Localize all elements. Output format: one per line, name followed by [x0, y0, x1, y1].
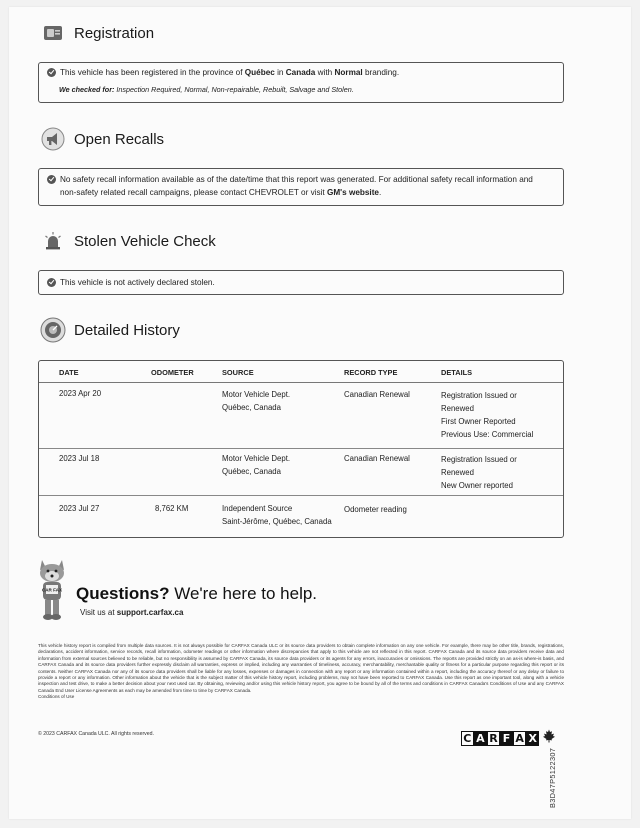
- gm-website-link[interactable]: GM's website: [326, 188, 379, 197]
- column-header-record-type: RECORD TYPE: [344, 368, 398, 377]
- row-odometer: 8,762 KM: [155, 504, 189, 513]
- history-table: [38, 360, 564, 538]
- recalls-header: [40, 126, 164, 152]
- history-table-header: [39, 361, 563, 383]
- support-visit-line: Visit us at support.carfax.ca: [80, 608, 184, 617]
- history-header: [40, 317, 180, 343]
- row-date: 2023 Jul 27: [59, 504, 100, 513]
- recalls-title: Open Recalls: [74, 130, 165, 148]
- registration-box: [38, 62, 564, 103]
- support-link[interactable]: support.carfax.ca: [116, 608, 184, 617]
- report-serial-number: B3D47P5122307: [548, 747, 557, 808]
- disclaimer-text: This vehicle history report is compiled from multiple data sources. It is not always possible for CARFAX Canada ULC or its source data providers to obtain complete information on any one vehicle. For example, there may be other title, brands, registrations, declarations, accident information, service records, recall information, odometer readings or other information where discrepancies that apply to this vehicle are not reflected in this report. CARFAX Canada and its source data providers receive data and information from external sources believed to be reliable, but no responsibility is assumed by CARFAX Canada, its source data providers or its agents for any errors, inaccuracies or omissions. The reports are provided strictly on an as-is where-is basis, and CARFAX Canada and its source data providers further expressly disclaim all warranties, express or implied, including any warranties of timeliness, accuracy, merchantability, merchantable quality or fitness for a particular purpose regarding this report or its contents. Neither CARFAX Canada nor any of its source data providers shall be liable for any losses, expenses or damages in connection with any report or any information contained within a report, including the accuracy thereof or any delay or failure to provide a report or any information. Other information about the vehicle that is the subject matter of this vehicle history report, including problems, may not have been reported to CARFAX Canada. Use this report as one important tool, along with a vehicle inspection and test drive, to make a better decision about your next used car. By obtaining, reviewing and/or using this vehicle history report, you agree to be bound by all of the terms and conditions in CARFAX Canada's Conditions of Use and any CARFAX Canada End User License Agreements as each may be amended from time to time by CARFAX Canada. Conditions of Use: [38, 643, 564, 700]
- row-source: Motor Vehicle Dept. Québec, Canada: [222, 390, 291, 412]
- logo-letter: F: [500, 731, 513, 746]
- maple-leaf-icon: [542, 729, 556, 748]
- conditions-of-use-link[interactable]: Conditions of Use: [38, 694, 75, 700]
- check-icon: [47, 278, 56, 287]
- row-source: Motor Vehicle Dept. Québec, Canada: [222, 454, 291, 476]
- logo-letter: A: [476, 732, 485, 745]
- carfax-logo: [461, 729, 556, 748]
- row-source: Independent Source Saint-Jérôme, Québec, Canada: [222, 504, 332, 526]
- history-title: Detailed History: [74, 321, 180, 339]
- row-record-type: Odometer reading: [344, 505, 407, 514]
- megaphone-icon: [40, 126, 66, 152]
- carfax-fox-mascot: [36, 558, 70, 627]
- row-record-type: Canadian Renewal: [344, 454, 410, 463]
- logo-letter: C: [461, 731, 474, 746]
- row-details: Registration Issued or Renewed New Owner reported: [441, 455, 517, 490]
- column-header-date: DATE: [59, 368, 79, 377]
- column-header-odometer: ODOMETER: [151, 368, 194, 377]
- copyright: © 2023 CARFAX Canada ULC. All rights reserved.: [38, 731, 154, 737]
- recalls-box: [38, 168, 564, 206]
- check-icon: [47, 68, 56, 77]
- table-row: [39, 496, 563, 538]
- odometer-icon: [40, 317, 66, 343]
- table-row: [39, 449, 563, 496]
- checked-for-line: We checked for: Inspection Required, Normal, Non-repairable, Rebuilt, Salvage and Stolen.: [59, 85, 354, 94]
- registration-header: [40, 20, 154, 46]
- column-header-source: SOURCE: [222, 368, 254, 377]
- logo-letter: X: [526, 731, 539, 746]
- svg-text:CAR FAX: CAR FAX: [41, 587, 63, 593]
- siren-icon: [40, 228, 66, 254]
- registration-status: This vehicle has been registered in the province of Québec in Canada with Normal branding.: [47, 66, 555, 79]
- recalls-info: No safety recall information available as of the date/time that this report was generated. For additional safety recall information and non-safety related recall campaigns, please contact CHEVROLET or visit GM's website.: [47, 173, 555, 199]
- row-date: 2023 Apr 20: [59, 389, 102, 398]
- stolen-header: [40, 228, 216, 254]
- stolen-status: This vehicle is not actively declared stolen.: [47, 276, 555, 289]
- check-icon: [47, 175, 56, 184]
- row-details: Registration Issued or Renewed First Owner Reported Previous Use: Commercial: [441, 391, 534, 439]
- row-date: 2023 Jul 18: [59, 454, 100, 463]
- stolen-title: Stolen Vehicle Check: [74, 232, 216, 250]
- logo-letter: A: [515, 732, 524, 745]
- questions-heading: Questions? We're here to help.: [76, 584, 318, 603]
- registration-card-icon: [40, 20, 66, 46]
- logo-letter: R: [487, 731, 500, 746]
- row-record-type: Canadian Renewal: [344, 390, 410, 399]
- column-header-details: DETAILS: [441, 368, 473, 377]
- registration-title: Registration: [74, 24, 155, 42]
- table-row: [39, 383, 563, 449]
- stolen-box: [38, 270, 564, 295]
